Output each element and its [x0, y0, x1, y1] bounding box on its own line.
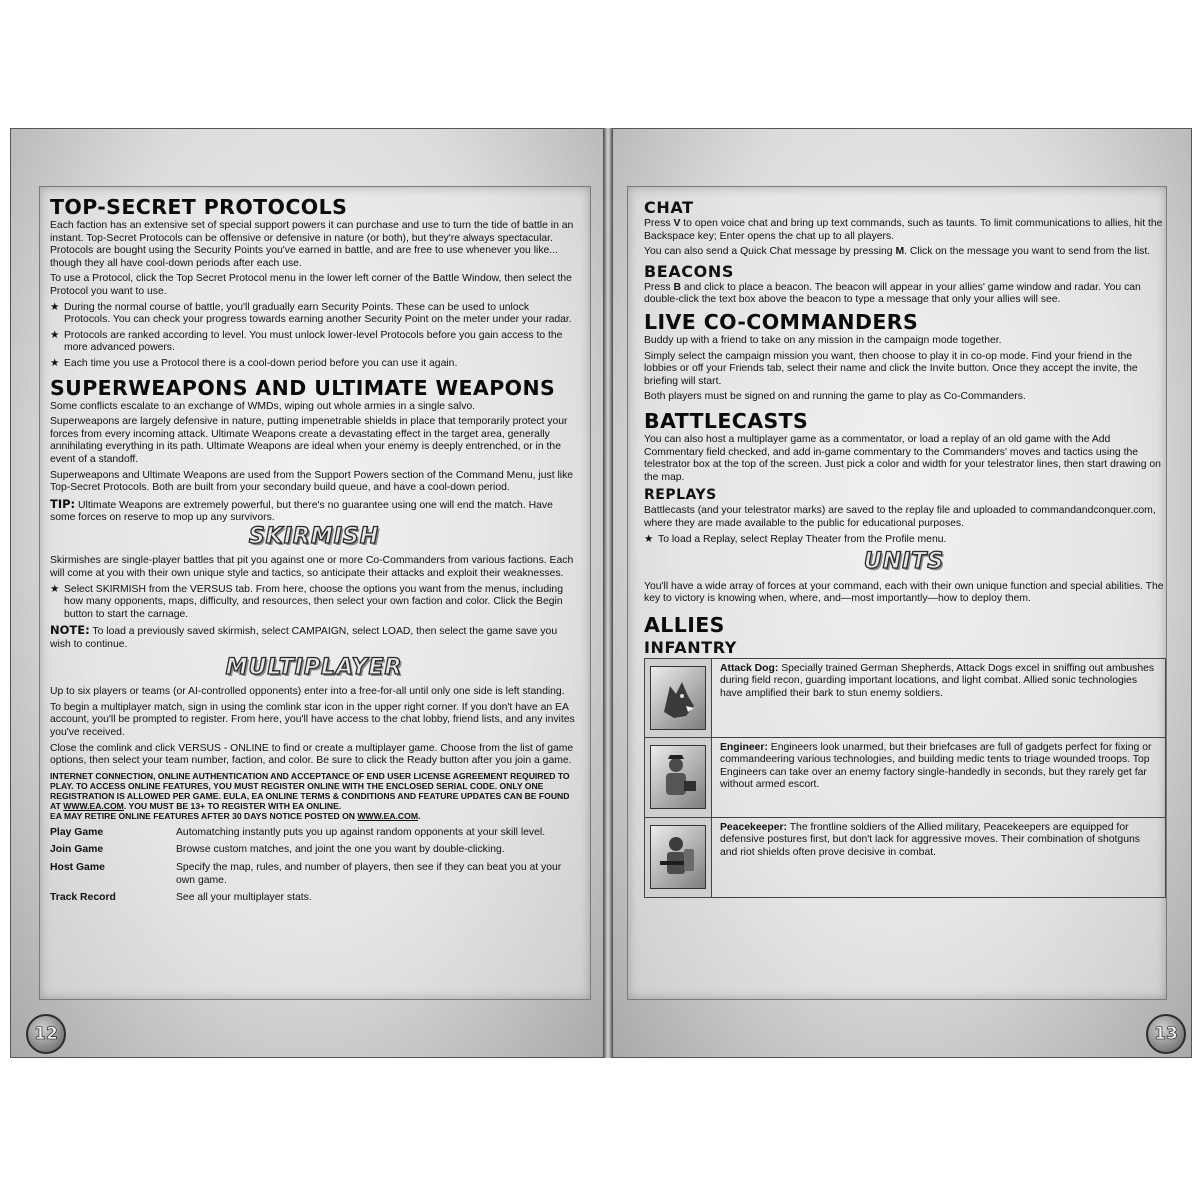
superweapons-heading: SUPERWEAPONS AND ULTIMATE WEAPONS [50, 375, 556, 400]
legal-notice [50, 771, 578, 821]
chat-p2-a: You can also send a Quick Chat message by pressing [644, 246, 896, 258]
bullet-text: Select SKIRMISH from the VERSUS tab. From here, choose the options you want from the menus, including how many opponents, maps, difficulty, and resources, then select your own faction and color. Click the Begin button to start the carnage. [64, 583, 563, 620]
mode-row [50, 827, 578, 845]
unit-desc: Specially trained German Shepherds, Attack Dogs excel in sniffing out ambushes during field recon, guarding important locations, and light combat. Allied sonic technologies have amplified their bark to stun enemy soldiers. [720, 662, 1155, 699]
superweapons-p3: Superweapons and Ultimate Weapons are used from the Support Powers section of the Command Menu, just like Top-Secret Protocols. Both are built from your secondary build queue, and have a cool-down period. [50, 469, 574, 494]
star-bullet-icon: ★ [50, 301, 60, 313]
star-bullet-icon: ★ [50, 357, 60, 369]
mode-row [50, 844, 578, 862]
unit-name: Peacekeeper: [720, 821, 788, 833]
cocommanders-p3: Both players must be signed on and running the game to play as Co-Commanders. [644, 391, 1026, 403]
infantry-unit-list [644, 658, 1166, 898]
legal-text-2-end: . [417, 810, 421, 821]
multiplayer-p3: Close the comlink and click VERSUS - ONLINE to find or create a multiplayer game. Choose from the list of game options, then select your team number, faction, and color. Be sure to click the Ready button after you join a game. [50, 742, 574, 767]
mode-desc: See all your multiplayer stats. [176, 892, 312, 904]
star-bullet-icon: ★ [644, 533, 654, 545]
protocols-intro: Each faction has an extensive set of special support powers it can purchase and use to turn the tide of battle in an instant. Top-Secret Protocols can be offensive or defensive in nature (or both), but they're always spectacular. Protocols are bought using the Security Points you've earned in battle, and are free to use whenever you like... though they all have cool-down periods after each use. [50, 220, 574, 269]
right-page-content [644, 196, 1164, 898]
unit-card-peacekeeper [644, 818, 1166, 898]
engineer-icon [650, 745, 706, 809]
peacekeeper-icon [650, 825, 706, 889]
mode-name: Host Game [50, 861, 105, 873]
left-page-content [50, 196, 578, 910]
mode-row [50, 862, 578, 892]
cocommanders-p1: Buddy up with a friend to take on any mission in the campaign mode together. [644, 334, 1002, 346]
multiplayer-p1: Up to six players or teams (or AI-controlled opponents) enter into a free-for-all until only one side is left standing. [50, 686, 565, 698]
note-label: NOTE: [50, 623, 90, 638]
unit-description [712, 738, 1165, 817]
unit-description [712, 659, 1165, 737]
replays-heading: REPLAYS [644, 487, 717, 504]
unit-portrait-cell [645, 738, 712, 817]
multiplayer-p2: To begin a multiplayer match, sign in using the comlink star icon in the upper right corner. If you don't have an EA account, you'll be prompted to register. From here, you'll have access to the chat lobby, friend lists, and any invites you've received. [50, 701, 575, 738]
key-b: B [673, 281, 681, 293]
beacons-p1-a: Press [644, 281, 674, 293]
key-v: V [673, 218, 681, 229]
mode-desc: Specify the map, rules, and number of players, then see if they can beat you at your own game. [176, 861, 562, 886]
chat-p1-a: Press [644, 218, 674, 229]
multiplayer-banner-text: MULTIPLAYER [225, 654, 403, 680]
skirmish-banner-text: SKIRMISH [248, 523, 380, 549]
unit-card-engineer [644, 738, 1166, 818]
unit-name: Engineer: [720, 741, 768, 753]
unit-name: Attack Dog: [720, 662, 779, 674]
protocols-heading: TOP-SECRET PROTOCOLS [50, 195, 348, 219]
tip-text: Ultimate Weapons are extremely powerful, but there's no guarantee using one will end the match. Have some forces on reserve to mop up any survivors. [50, 499, 553, 524]
replays-p1: Battlecasts (and your telestrator marks) are saved to the replay file and uploaded to commandandconquer.com, where they are made available to the public for educational purposes. [644, 505, 1156, 529]
protocols-bullet-2 [50, 330, 578, 355]
mode-desc: Automatching instantly puts you up against random opponents at your skill level. [176, 826, 546, 838]
bullet-text: During the normal course of battle, you'll gradually earn Security Points. These can be used to unlock Protocols. You can check your progress towards earning another Security Point on the meter under your radar. [64, 301, 572, 326]
unit-portrait-cell [645, 659, 712, 737]
chat-p2-b: . Click on the message you want to send from the list. [904, 246, 1151, 258]
mode-name: Join Game [50, 844, 104, 856]
tip-label: TIP: [50, 496, 76, 511]
beacons-heading: BEACONS [644, 261, 734, 281]
multiplayer-modes-table [50, 827, 578, 910]
legal-text-1-end: . YOU MUST BE 13+ TO REGISTER WITH EA ONLINE. [123, 800, 342, 811]
chat-heading: CHAT [644, 198, 694, 217]
skirmish-bullet [50, 584, 578, 622]
allies-heading: ALLIES [644, 612, 725, 637]
chat-p2 [644, 246, 1164, 259]
star-bullet-icon: ★ [50, 329, 60, 341]
mode-desc: Browse custom matches, and joint the one you want by double-clicking. [176, 844, 505, 856]
unit-portrait-cell [645, 818, 712, 897]
unit-card-attack-dog [644, 658, 1166, 738]
skirmish-p1: Skirmishes are single-player battles that pit you against one or more Co-Commanders from various factions. Each will come at you with their own unique style and tactics, so anticipate their attacks and exploit their weaknesses. [50, 555, 574, 580]
battlecasts-p1: You can also host a multiplayer game as a commentator, or load a replay of an old game with the Add Commentary field checked, and add in-game commentary to the Commanders' moves and tactics using the telestrator box at the top of the screen. Just pick a color and width for your telestrator lines, then start drawing on the map. [644, 433, 1161, 483]
skirmish-banner [50, 523, 578, 549]
attack-dog-icon [650, 666, 706, 730]
legal-text-1: INTERNET CONNECTION, ONLINE AUTHENTICATION AND ACCEPTANCE OF END USER LICENSE AGREEMENT REQUIRED TO PLAY. TO ACCESS ONLINE FEATURES, YOU MUST REGISTER ONLINE WITH THE ENCLOSED SERIAL CODE. ONLY ONE REGISTRATION IS ALLOWED PER GAME. EULA, EA ONLINE TERMS & CONDITIONS AND FEATURE UPDATES CAN BE FOUND AT [50, 770, 570, 811]
bullet-text: To load a Replay, select Replay Theater from the Profile menu. [658, 533, 947, 545]
note-paragraph [50, 624, 578, 651]
page-number-right: 13 [1146, 1014, 1186, 1054]
bullet-text: Each time you use a Protocol there is a cool-down period before you can use it again. [64, 357, 458, 369]
bullet-text: Protocols are ranked according to level. You must unlock lower-level Protocols before you gain access to the more advanced powers. [64, 329, 563, 354]
mode-name: Play Game [50, 826, 104, 838]
mode-row [50, 892, 578, 910]
ea-link-1[interactable]: WWW.EA.COM [63, 800, 124, 811]
infantry-heading: INFANTRY [644, 637, 737, 657]
cocommanders-p2: Simply select the campaign mission you want, then choose to play it in co-op mode. Find your friend in the lobbies or off your Friends tab, select their name and click the Invite button. Once they accept the invite, the briefing will start. [644, 350, 1138, 387]
units-banner [644, 549, 1164, 575]
protocols-usage: To use a Protocol, click the Top Secret Protocol menu in the lower left corner of the Battle Window, then select the Protocol you want to use. [50, 273, 572, 297]
chat-p1 [644, 218, 1164, 243]
cocommanders-heading: LIVE CO-COMMANDERS [644, 309, 919, 334]
beacons-p1 [644, 282, 1164, 307]
superweapons-p1: Some conflicts escalate to an exchange of WMDs, wiping out whole armies in a single salvo. [50, 400, 476, 412]
superweapons-p2: Superweapons are largely defensive in nature, putting impenetrable shields in place that temporarily protect your forces from every incoming attack. Ultimate Weapons create a devastating effect in the target area, generally annihilating everything in its path. Ultimate Weapons are ideal when your enemy is deeply entrenched, or in the event of a standoff. [50, 416, 568, 465]
star-bullet-icon: ★ [50, 583, 60, 595]
book-spine [604, 128, 612, 1058]
multiplayer-banner [50, 654, 578, 680]
page-number-left: 12 [26, 1014, 66, 1054]
tip-paragraph [50, 498, 578, 525]
protocols-bullet-3 [50, 358, 578, 371]
unit-description [712, 818, 1165, 897]
battlecasts-heading: BATTLECASTS [644, 408, 809, 433]
mode-name: Track Record [50, 892, 116, 904]
key-m: M [895, 246, 905, 258]
note-text: To load a previously saved skirmish, select CAMPAIGN, select LOAD, then select the game save you wish to continue. [50, 626, 558, 651]
ea-link-2[interactable]: WWW.EA.COM [357, 810, 418, 821]
unit-desc: The frontline soldiers of the Allied military, Peacekeepers are equipped for defensive postures first, but don't lack for aggressive moves. Their combination of shotguns and riot shields often prove decisive in combat. [720, 821, 1140, 858]
chat-p1-b: to open voice chat and bring up text commands, such as taunts. To limit communications to allies, hit the Backspace key; Enter opens the chat up to all players. [644, 218, 1163, 242]
unit-desc: Engineers look unarmed, but their briefcases are full of gadgets perfect for fixing or commandeering various technologies, and building medic tents to triage wounded troops. Top Engineers can take over an enemy factory single-handedly in seconds, but they rarely get far without armed escort. [720, 741, 1152, 791]
units-p1: You'll have a wide array of forces at your command, each with their own unique function and special abilities. The key to victory is knowing when, where, and—most importantly—how to deploy them. [644, 580, 1164, 605]
legal-text-2: EA MAY RETIRE ONLINE FEATURES AFTER 30 DAYS NOTICE POSTED ON [50, 810, 358, 821]
units-banner-text: UNITS [863, 549, 945, 575]
replays-bullet [644, 534, 1164, 547]
beacons-p1-b: and click to place a beacon. The beacon will appear in your allies' game window and radar. You can double-click the text box above the beacon to type a message that only your allies will see. [644, 281, 1141, 306]
protocols-bullet-1 [50, 302, 578, 327]
